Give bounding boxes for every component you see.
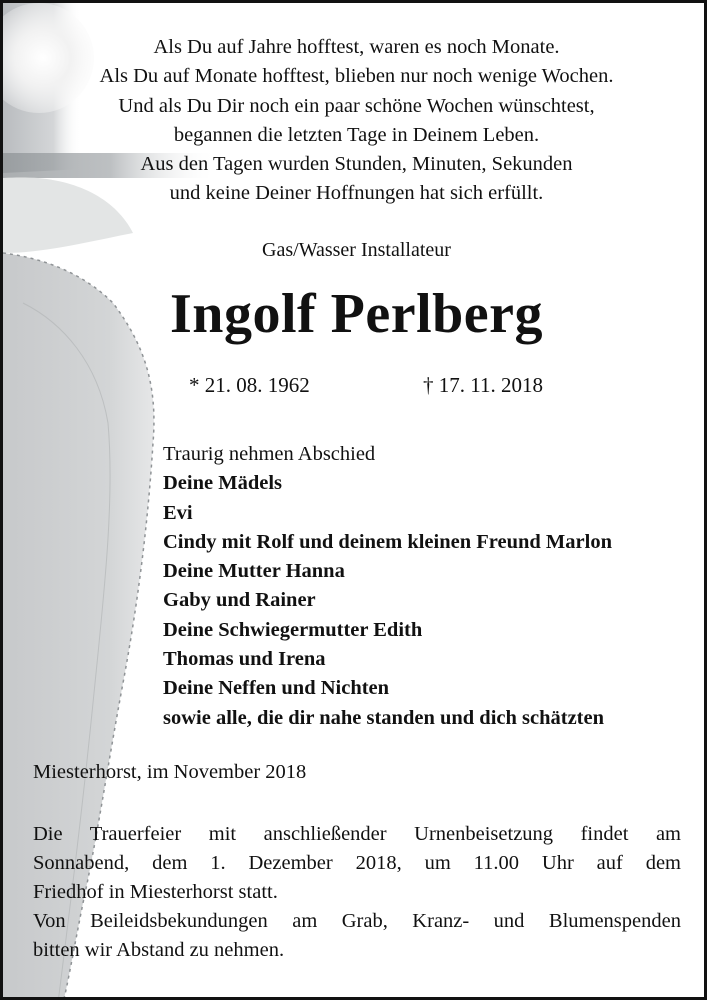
mourners-intro: Traurig nehmen Abschied (163, 443, 376, 465)
notice-line: Von Beileidsbekundungen am Grab, Kranz- und Blumenspenden (33, 910, 681, 932)
death-date: † 17. 11. 2018 (423, 373, 543, 397)
mourner: Deine Neffen und Nichten (163, 677, 390, 700)
poem-line: Und als Du Dir noch ein paar schöne Wochen wünschtest, (118, 94, 595, 117)
mourner: Gaby und Rainer (163, 589, 316, 612)
mourner: Evi (163, 501, 193, 524)
mourner: Deine Mutter Hanna (163, 560, 345, 583)
poem-line: Aus den Tagen wurden Stunden, Minuten, Sekunden (140, 153, 573, 176)
poem-line: Als Du auf Monate hofftest, blieben nur noch wenige Wochen. (99, 65, 614, 88)
place-and-date: Miesterhorst, im November 2018 (33, 761, 307, 783)
poem-line: Als Du auf Jahre hofftest, waren es noch Monate. (153, 36, 560, 58)
mourner: Cindy mit Rolf und deinem kleinen Freund Marlon (163, 530, 612, 553)
funeral-notice (33, 820, 681, 965)
obituary-content (3, 3, 707, 1000)
mourner: sowie alle, die dir nahe standen und dich schätzten (163, 706, 605, 729)
mourners-list (163, 440, 612, 733)
notice-line: Die Trauerfeier mit anschließender Urnenbeisetzung findet am (33, 823, 681, 845)
mourner: Deine Schwiegermutter Edith (163, 618, 423, 641)
birth-date: * 21. 08. 1962 (189, 373, 310, 397)
notice-line: Friedhof in Miesterhorst statt. (33, 881, 278, 903)
poem-line: und keine Deiner Hoffnungen hat sich erfüllt. (169, 182, 544, 205)
occupation: Gas/Wasser Installateur (262, 239, 451, 261)
poem-line: begannen die letzten Tage in Deinem Leben. (173, 123, 540, 146)
poem (3, 33, 707, 209)
mourner: Thomas und Irena (163, 648, 326, 671)
deceased-name: Ingolf Perlberg (170, 283, 543, 345)
notice-line: Sonnabend, dem 1. Dezember 2018, um 11.00 Uhr auf dem (33, 852, 681, 874)
notice-line: bitten wir Abstand zu nehmen. (33, 939, 285, 961)
mourner: Deine Mädels (163, 472, 282, 495)
